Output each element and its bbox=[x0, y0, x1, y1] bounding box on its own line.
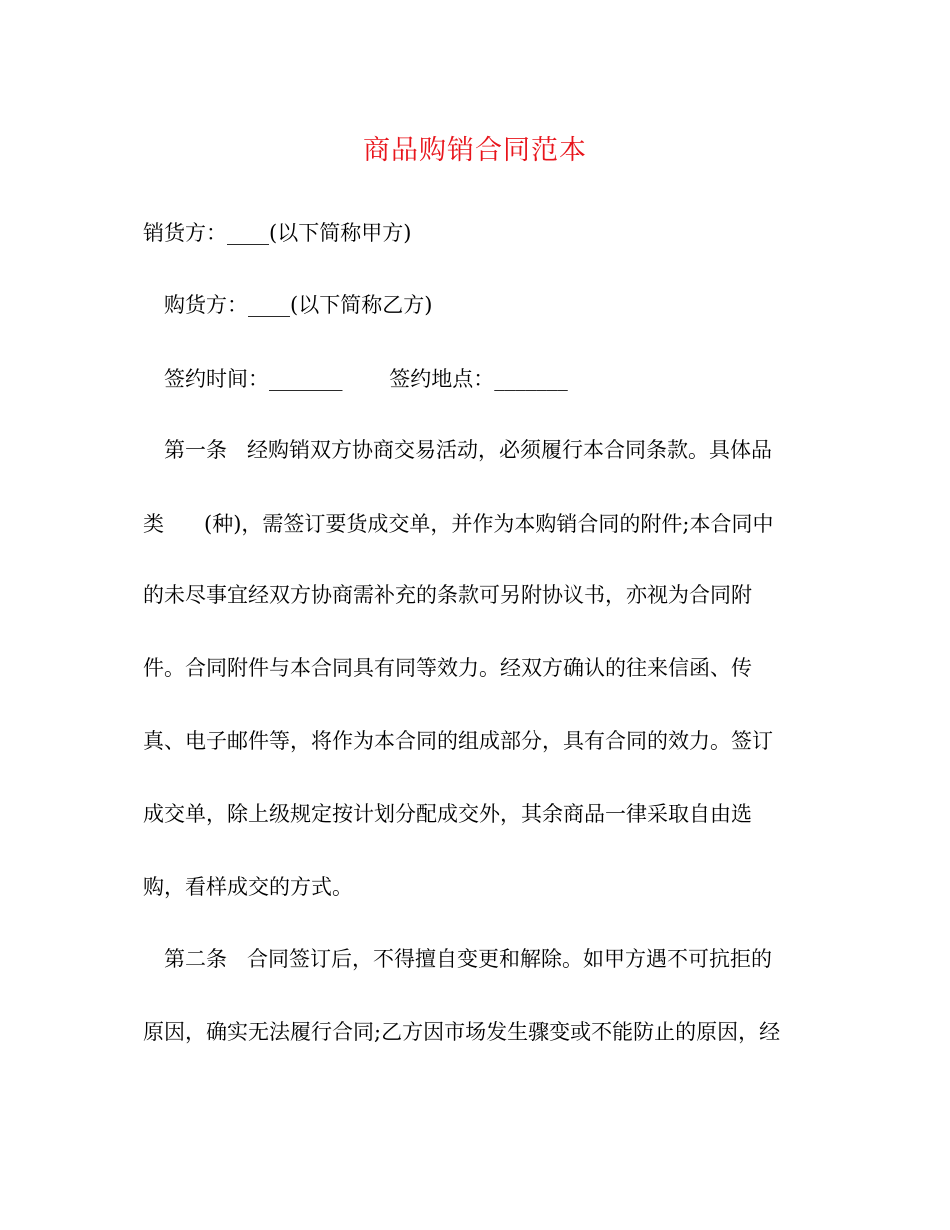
document-title: 商品购销合同范本 bbox=[363, 135, 587, 166]
signing-time-place-line: 签约时间：_______ 签约地点：_______ bbox=[164, 367, 568, 391]
article-2-line-2: 原因，确实无法履行合同;乙方因市场发生骤变或不能防止的原因，经 bbox=[143, 1020, 781, 1044]
seller-line: 销货方：____(以下简称甲方) bbox=[143, 221, 412, 245]
article-1-line-7: 购，看样成交的方式。 bbox=[143, 875, 353, 899]
buyer-line: 购货方：____(以下简称乙方) bbox=[164, 293, 433, 317]
article-1-line-5: 真、电子邮件等，将作为本合同的组成部分，具有合同的效力。签订 bbox=[143, 729, 773, 753]
article-1-line-2: 类 (种)，需签订要货成交单，并作为本购销合同的附件;本合同中 bbox=[143, 512, 774, 536]
article-2-line-1: 第二条 合同签订后，不得擅自变更和解除。如甲方遇不可抗拒的 bbox=[164, 947, 773, 971]
article-1-line-3: 的未尽事宜经双方协商需补充的条款可另附协议书，亦视为合同附 bbox=[143, 583, 752, 607]
article-1-line-1: 第一条 经购销双方协商交易活动，必须履行本合同条款。具体品 bbox=[164, 438, 773, 462]
article-1-line-4: 件。合同附件与本合同具有同等效力。经双方确认的往来信函、传 bbox=[143, 656, 752, 680]
article-1-line-6: 成交单，除上级规定按计划分配成交外，其余商品一律采取自由选 bbox=[143, 802, 752, 826]
